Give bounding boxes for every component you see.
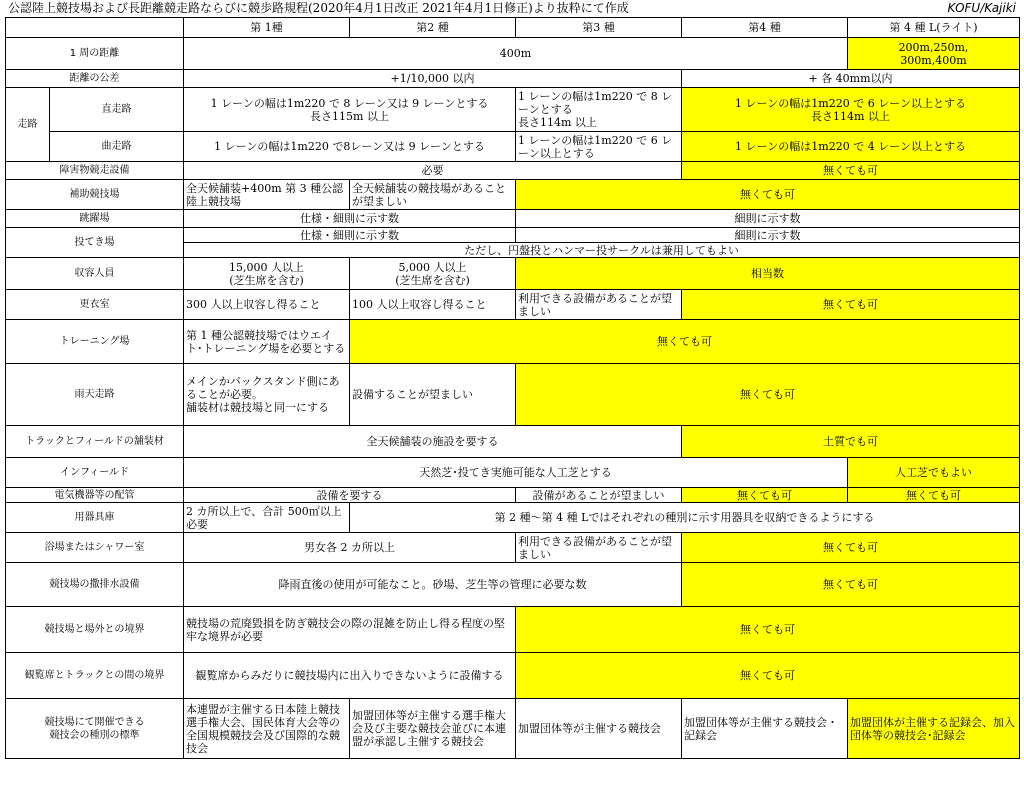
cell-value: + 各 40mm以内	[682, 70, 1020, 88]
cell-value: 設備を要する	[184, 488, 516, 503]
cell-value: メインかバックスタンド側にあることが必要。 舗装材は競技場と同一にする	[184, 364, 350, 426]
cell-value: 無くても可	[682, 563, 1020, 607]
row-auxiliary-field	[6, 180, 1020, 210]
cell-value: 無くても可	[516, 607, 1020, 653]
cell-value: 設備することが望ましい	[350, 364, 516, 426]
row-label: 直走路	[50, 88, 184, 132]
row-equipment-storage	[6, 503, 1020, 533]
row-outer-boundary	[6, 607, 1020, 653]
cell-value: 降雨直後の使用が可能なこと。砂場、芝生等の管理に必要な数	[184, 563, 682, 607]
cell-value: 利用できる設備があることが望ましい	[516, 290, 682, 320]
row-locker-room	[6, 290, 1020, 320]
row-capacity	[6, 258, 1020, 290]
row-training-area	[6, 320, 1020, 364]
row-lap-distance	[6, 38, 1020, 70]
cell-value: 人工芝でもよい	[848, 458, 1020, 488]
row-label: 競技場の撒排水設備	[6, 563, 184, 607]
row-label: 1 周の距離	[6, 38, 184, 70]
facility-spec-table	[5, 17, 1020, 759]
row-infield	[6, 458, 1020, 488]
row-rain-track	[6, 364, 1020, 426]
cell-value: 無くても可	[848, 488, 1020, 503]
cell-value: 相当数	[516, 258, 1020, 290]
cell-value: 無くても可	[682, 290, 1020, 320]
cell-value: 全天候舗装の競技場があることが望ましい	[350, 180, 516, 210]
cell-note: ただし、円盤投とハンマー投サークルは兼用してもよい	[184, 243, 1020, 258]
cell-value: 仕様・細則に示す数	[184, 228, 516, 243]
cell-value: 1 レーンの幅は1m220 で 6 レーン以上とする	[516, 132, 682, 162]
cell-value: 無くても可	[682, 162, 1020, 180]
col-header-class4: 第4 種	[682, 18, 848, 38]
cell-value: 1 レーンの幅は1m220 で 4 レーン以上とする	[682, 132, 1020, 162]
row-label: 競技場と場外との境界	[6, 607, 184, 653]
cell-value: 加盟団体等が主催する競技会・記録会	[682, 699, 848, 759]
row-label: トラックとフィールドの舗装材	[6, 426, 184, 458]
row-label: 電気機器等の配管	[6, 488, 184, 503]
row-jump-area	[6, 210, 1020, 228]
cell-value: 1 レーンの幅は1m220 で 6 レーン以上とする 長さ114m 以上	[682, 88, 1020, 132]
header-row	[6, 18, 1020, 38]
cell-value: +1/10,000 以内	[184, 70, 682, 88]
cell-value: 1 レーンの幅は1m220 で8レーン又は 9 レーンとする	[184, 132, 516, 162]
col-header-class3: 第3 種	[516, 18, 682, 38]
cell-value: 仕様・細則に示す数	[184, 210, 516, 228]
cell-value: 無くても可	[682, 533, 1020, 563]
cell-value: 400m	[184, 38, 848, 70]
cell-value: 加盟団体等が主催する競技会	[516, 699, 682, 759]
row-label: 曲走路	[50, 132, 184, 162]
cell-value: 300 人以上収容し得ること	[184, 290, 350, 320]
cell-value: 1 レーンの幅は1m220 で 8 レーン又は 9 レーンとする 長さ115m 以上	[184, 88, 516, 132]
cell-value: 全天候舗装+400m 第 3 種公認陸上競技場	[184, 180, 350, 210]
cell-value: 男女各 2 カ所以上	[184, 533, 516, 563]
cell-value: 細則に示す数	[516, 210, 1020, 228]
row-throw-area	[6, 228, 1020, 243]
cell-value: 15,000 人以上 (芝生席を含む)	[184, 258, 350, 290]
row-label: 収容人員	[6, 258, 184, 290]
row-label: 投てき場	[6, 228, 184, 258]
col-header-class4-light: 第 4 種 L(ライト)	[848, 18, 1020, 38]
cell-value: 無くても可	[516, 364, 1020, 426]
row-drainage	[6, 563, 1020, 607]
row-label: 観覧席とトラックとの間の境界	[6, 653, 184, 699]
group-label-track: 走路	[6, 88, 50, 162]
cell-value: 土質でも可	[682, 426, 1020, 458]
row-steeplechase	[6, 162, 1020, 180]
cell-value: 競技場の荒廃毀損を防ぎ競技会の際の混雑を防止し得る程度の堅牢な境界が必要	[184, 607, 516, 653]
document-title: 公認陸上競技場および長距離競走路ならびに競歩路規程(2020年4月1日改正 2021年4月1日修正)より抜粋にて作成	[8, 1, 629, 15]
cell-value: 無くても可	[516, 180, 1020, 210]
cell-value: 無くても可	[350, 320, 1020, 364]
author-credit: KOFU/Kajiki	[947, 1, 1016, 15]
cell-value: 全天候舗装の施設を要する	[184, 426, 682, 458]
row-label: 雨天走路	[6, 364, 184, 426]
cell-value: 天然芝･投てき実施可能な人工芝とする	[184, 458, 848, 488]
row-label: 補助競技場	[6, 180, 184, 210]
row-curve-track	[6, 132, 1020, 162]
cell-value: 加盟団体等が主催する選手権大会及び主要な競技会並びに本連盟が承認し主催する競技会	[350, 699, 516, 759]
cell-value: 200m,250m, 300m,400m	[848, 38, 1020, 70]
row-paving	[6, 426, 1020, 458]
row-label: インフィールド	[6, 458, 184, 488]
cell-value: 第 2 種〜第 4 種 Lではそれぞれの種別に示す用器具を収納できるようにする	[350, 503, 1020, 533]
cell-value: 2 カ所以上で、合計 500㎡以上必要	[184, 503, 350, 533]
cell-value: 5,000 人以上 (芝生席を含む)	[350, 258, 516, 290]
cell-value: 無くても可	[516, 653, 1020, 699]
row-label: トレーニング場	[6, 320, 184, 364]
row-label: 用器具庫	[6, 503, 184, 533]
header-blank	[6, 18, 184, 38]
cell-value: 100 人以上収容し得ること	[350, 290, 516, 320]
row-label: 浴場またはシャワー室	[6, 533, 184, 563]
col-header-class1: 第 1種	[184, 18, 350, 38]
row-stand-boundary	[6, 653, 1020, 699]
cell-value: 必要	[184, 162, 682, 180]
cell-value: 1 レーンの幅は1m220 で 8 レーンとする 長さ114m 以上	[516, 88, 682, 132]
cell-value: 第 1 種公認競技場ではウエイト･トレーニング場を必要とする	[184, 320, 350, 364]
cell-value: 無くても可	[682, 488, 848, 503]
cell-value: 利用できる設備があることが望ましい	[516, 533, 682, 563]
row-label: 更衣室	[6, 290, 184, 320]
cell-value: 本連盟が主催する日本陸上競技選手権大会、国民体育大会等の全国規模競技会及び国際的な競技会	[184, 699, 350, 759]
cell-value: 観覧席からみだりに競技場内に出入りできないように設備する	[184, 653, 516, 699]
row-label: 距離の公差	[6, 70, 184, 88]
row-distance-tolerance	[6, 70, 1020, 88]
col-header-class2: 第2 種	[350, 18, 516, 38]
row-competition-types	[6, 699, 1020, 759]
row-electrical	[6, 488, 1020, 503]
row-label: 競技場にて開催できる 競技会の種別の標準	[6, 699, 184, 759]
cell-value: 加盟団体が主催する記録会、加入団体等の競技会･記録会	[848, 699, 1020, 759]
cell-value: 設備があることが望ましい	[516, 488, 682, 503]
row-label: 障害物競走設備	[6, 162, 184, 180]
row-shower	[6, 533, 1020, 563]
cell-value: 細則に示す数	[516, 228, 1020, 243]
row-label: 跳躍場	[6, 210, 184, 228]
row-straight-track	[6, 88, 1020, 132]
